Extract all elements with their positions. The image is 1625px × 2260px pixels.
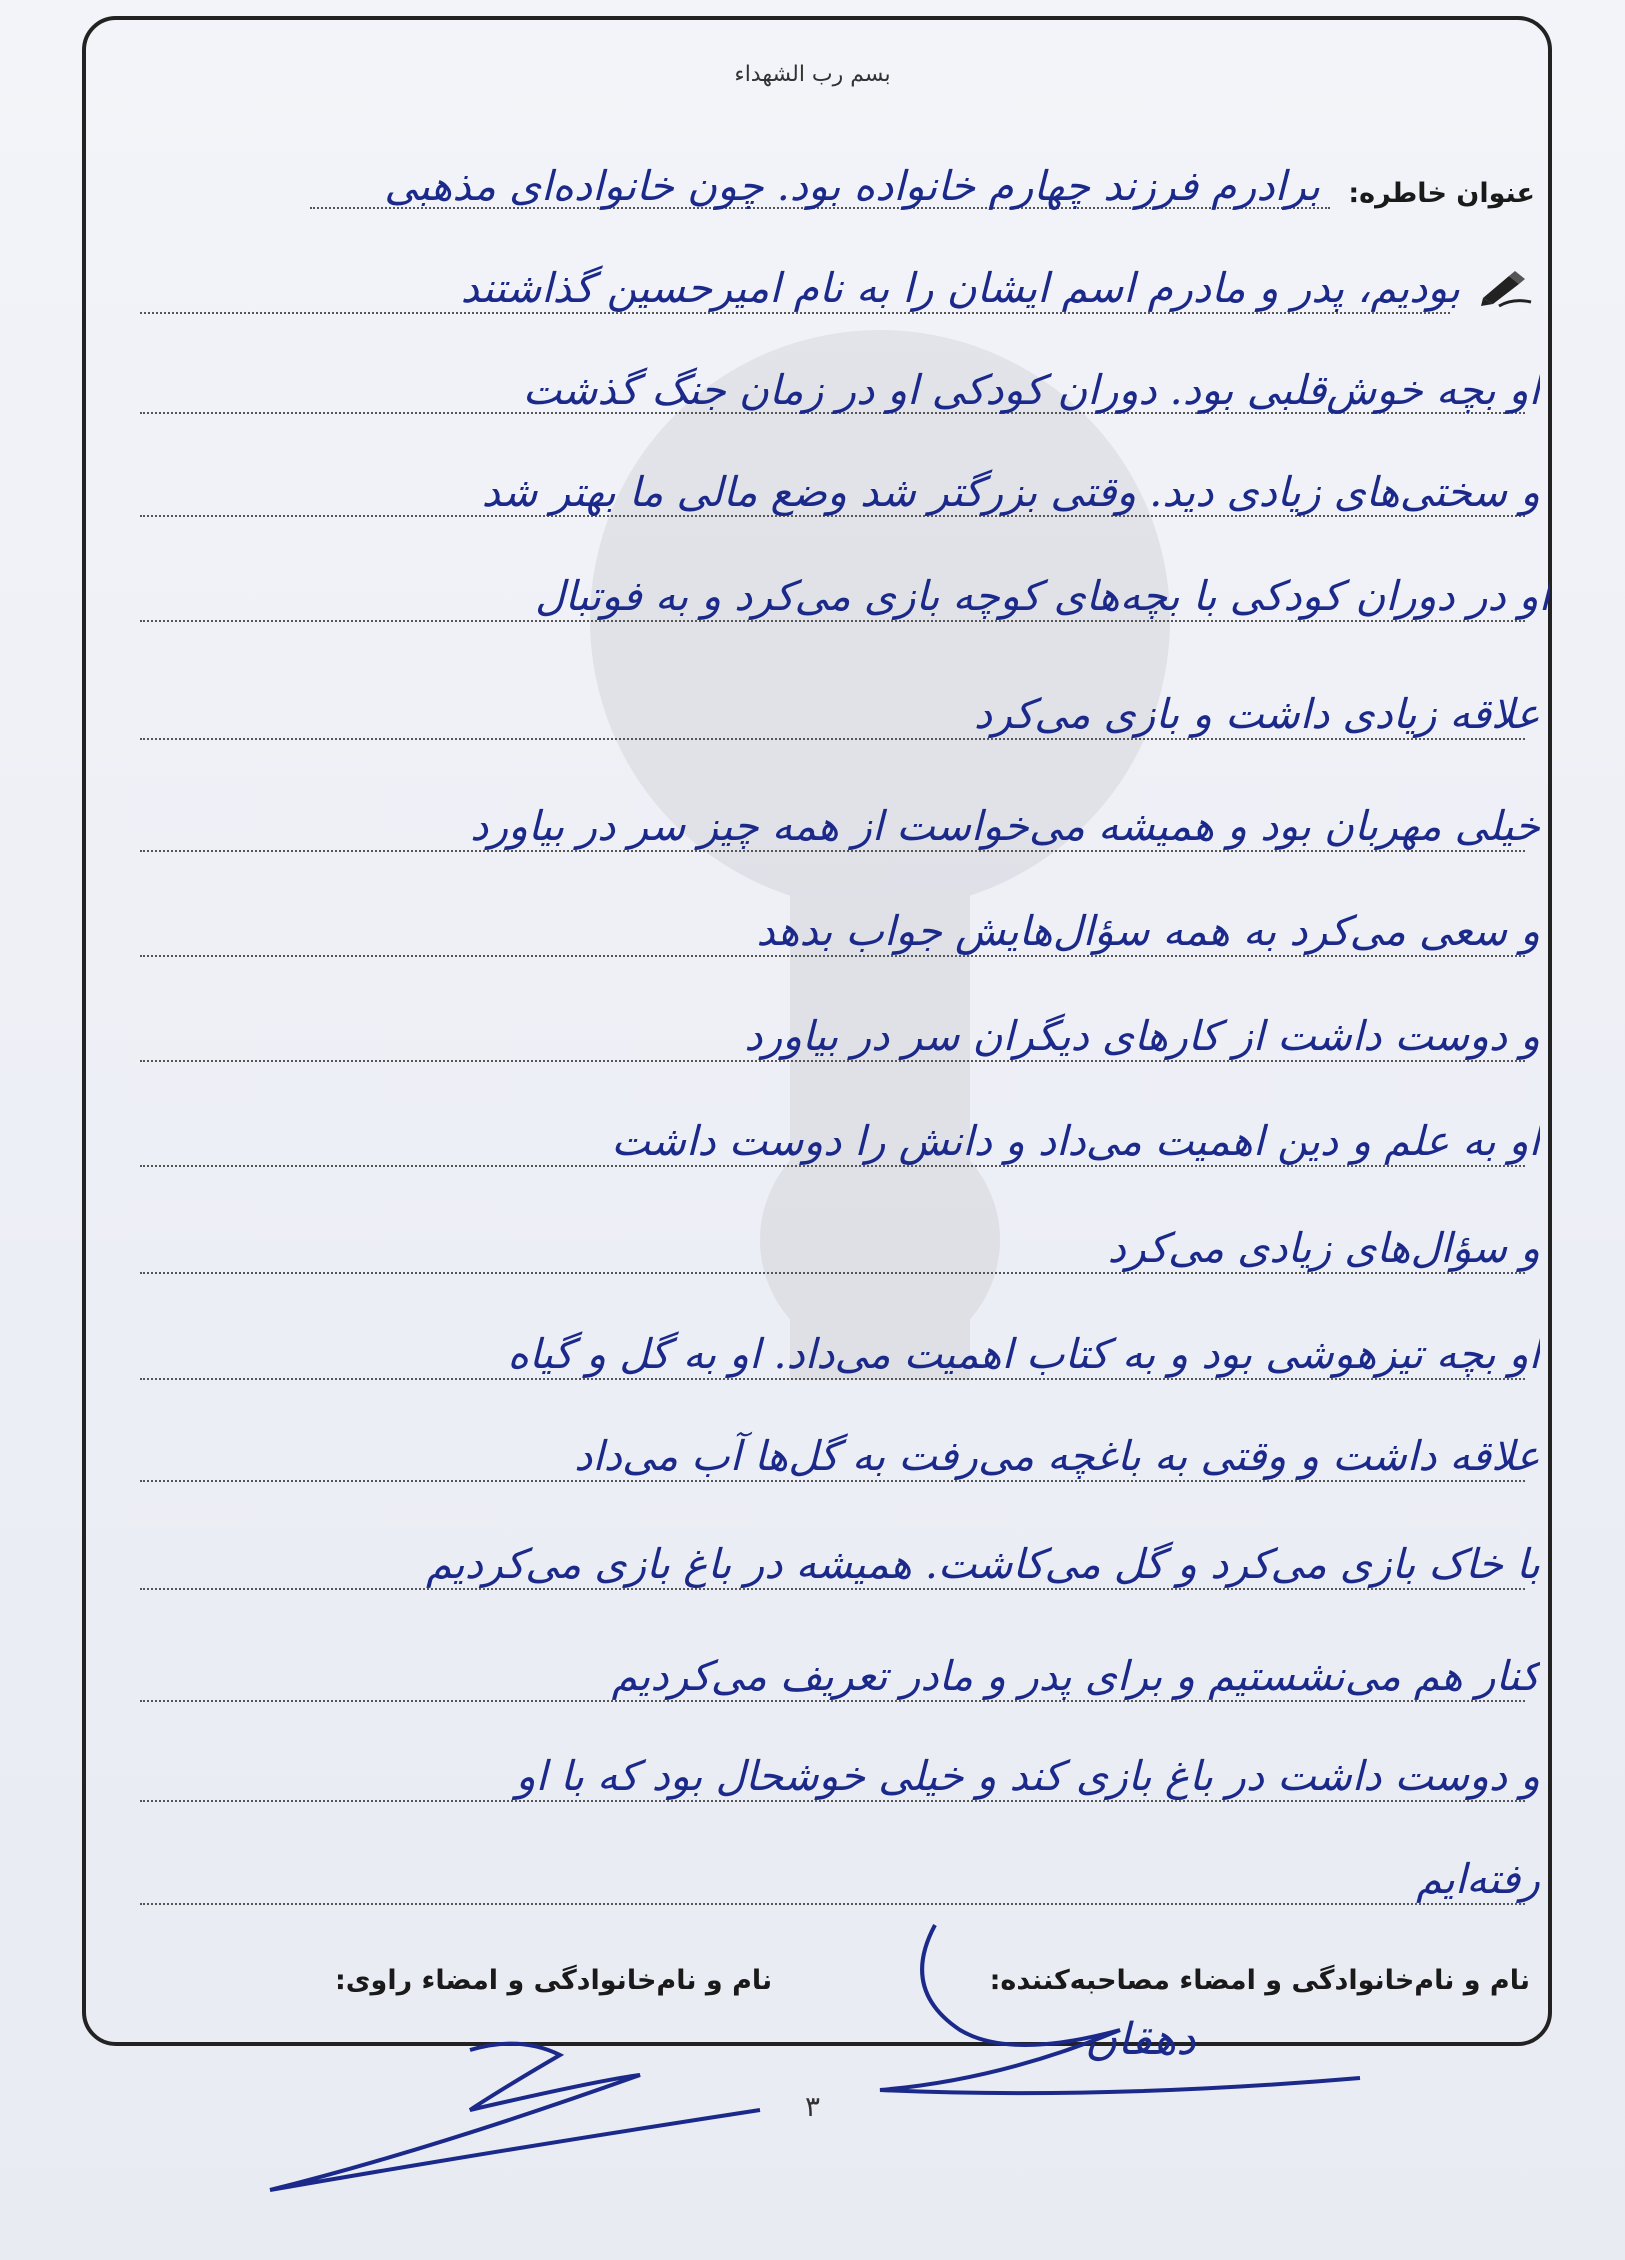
interviewer-label: نام و نام‌خانوادگی و امضاء مصاحبه‌کننده: <box>989 1965 1530 1996</box>
memory-line-3: او بچه خوش‌قلبی بود. دوران کودکی او در زمان جنگ گذشت <box>522 366 1540 414</box>
memory-line-12: او بچه تیزهوشی بود و به کتاب اهمیت می‌داد. او به گل و گیاه <box>507 1330 1540 1378</box>
memory-line-11: و سؤال‌های زیادی می‌کرد <box>1107 1224 1540 1272</box>
memory-title-label: عنوان خاطره: <box>1348 178 1535 209</box>
memory-line-2: بودیم، پدر و مادرم اسم ایشان را به نام امیرحسین گذاشتند <box>460 264 1460 312</box>
narrator-label: نام و نام‌خانوادگی و امضاء راوی: <box>335 1965 773 1996</box>
pen-icon <box>1479 268 1535 308</box>
memory-line-7: خیلی مهربان بود و همیشه می‌خواست از همه چیز سر در بیاورد <box>470 802 1540 850</box>
memory-line-10: او به علم و دین اهمیت می‌داد و دانش را دوست داشت <box>611 1117 1540 1165</box>
memory-line-13: علاقه داشت و وقتی به باغچه می‌رفت به گل‌ها آب می‌داد <box>574 1432 1540 1480</box>
memory-line-17: رفته‌ایم <box>1416 1855 1540 1903</box>
memory-line-15: کنار هم می‌نشستیم و برای پدر و مادر تعریف می‌کردیم <box>611 1652 1540 1700</box>
memory-line-9: و دوست داشت از کارهای دیگران سر در بیاورد <box>744 1012 1540 1060</box>
memory-line-14: با خاک بازی می‌کرد و گل می‌کاشت. همیشه در باغ بازی می‌کردیم <box>426 1540 1540 1588</box>
page-number: ۳ <box>804 2090 821 2123</box>
memory-line-16: و دوست داشت در باغ بازی کند و خیلی خوشحال بود که با او <box>515 1752 1540 1800</box>
page-header: بسم رب الشهداء <box>734 62 891 87</box>
interviewer-signature-name: دهقان <box>1085 2014 1196 2065</box>
memory-line-8: و سعی می‌کرد به همه سؤال‌هایش جواب بدهد <box>756 907 1540 955</box>
memory-line-1: برادرم فرزند چهارم خانواده بود. چون خانواده‌ای مذهبی <box>384 162 1320 210</box>
memory-line-6: علاقه زیادی داشت و بازی می‌کرد <box>973 690 1540 738</box>
memory-line-4: و سختی‌های زیادی دید. وقتی بزرگتر شد وضع مالی ما بهتر شد <box>481 468 1540 516</box>
memory-line-5: او در دوران کودکی با بچه‌های کوچه بازی می‌کرد و به فوتبال <box>535 572 1550 620</box>
